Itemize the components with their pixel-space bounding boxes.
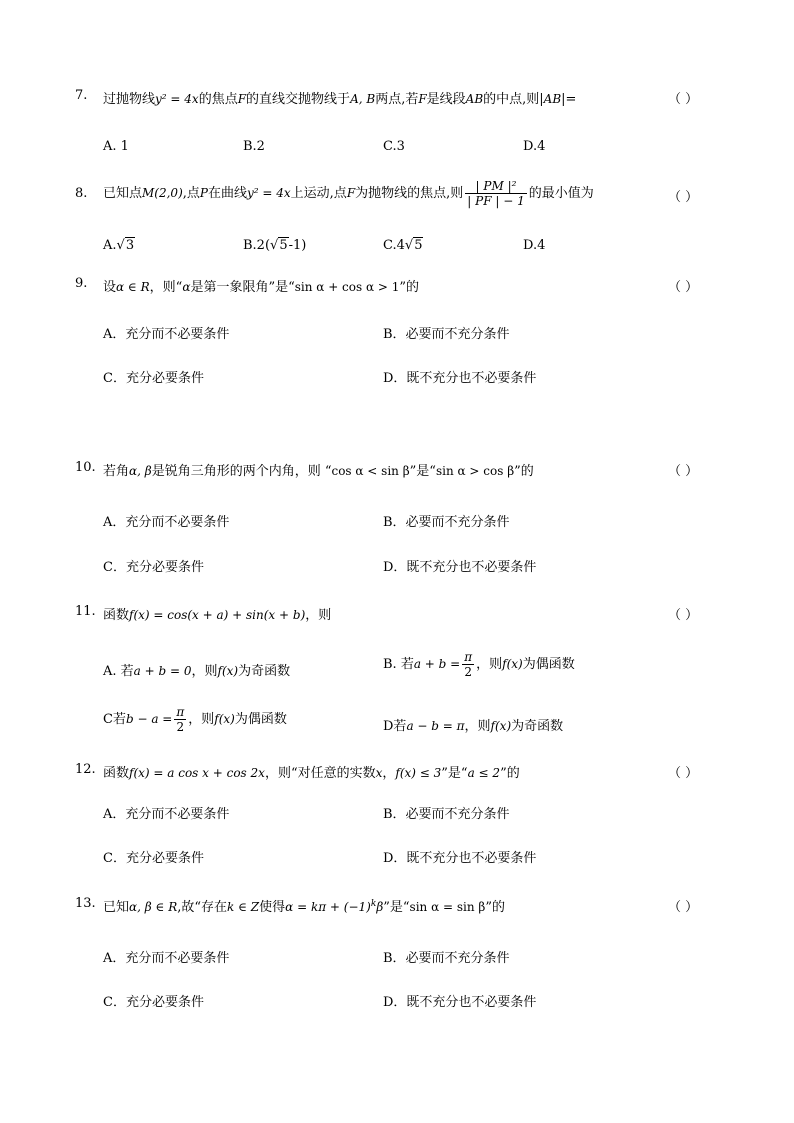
stem-text: ”的: [514, 464, 534, 479]
option-d: D．既不充分也不必要条件: [383, 560, 537, 575]
answer-bracket: （ ）: [668, 464, 699, 479]
option-c: C．充分必要条件: [103, 851, 204, 866]
stem-math: α: [182, 280, 191, 294]
question-number: 8.: [75, 186, 88, 201]
stem-text: 为抛物线的焦点,则: [355, 186, 464, 201]
stem-math: f(x) ≤ 3: [395, 766, 442, 780]
stem-math: sin α = sin β: [409, 900, 486, 914]
option-b: B．必要而不充分条件: [383, 807, 510, 822]
stem-text: ，则“: [149, 280, 183, 295]
fraction-denominator: 2: [176, 720, 185, 734]
question-number: 7.: [75, 88, 88, 103]
fraction: [465, 179, 526, 208]
stem-text: ”是“: [383, 900, 410, 915]
stem-text: 函数: [103, 608, 130, 623]
question-number: 11.: [75, 604, 96, 619]
question-number: 10.: [75, 460, 96, 475]
option-a: A．充分而不必要条件: [103, 807, 230, 822]
stem-math: y² = 4x: [155, 92, 199, 106]
stem-math: F: [346, 186, 356, 200]
option-text: ，则: [191, 664, 218, 679]
fraction: [174, 705, 186, 734]
stem-text: 已知点: [103, 186, 143, 201]
option-b: B．必要而不充分条件: [383, 327, 510, 342]
option-label: D若: [383, 719, 407, 734]
option-label: A. 若: [103, 664, 134, 679]
option-math: f(x): [502, 657, 523, 671]
option-text: -1): [288, 238, 307, 253]
option-text: 为奇函数: [511, 719, 564, 734]
option-d: D．既不充分也不必要条件: [383, 371, 537, 386]
stem-math: sin α + cos α > 1: [294, 280, 400, 294]
option-d: [383, 715, 563, 734]
option-d: D．既不充分也不必要条件: [383, 851, 537, 866]
stem-text: 是第一象限角”是“: [190, 280, 295, 295]
stem-text: 已知: [103, 900, 130, 915]
fraction-numerator: π: [176, 705, 185, 719]
stem-math: f(x) = a cos x + cos 2x: [129, 766, 265, 780]
stem-text: 的最小值为: [528, 186, 594, 201]
option-text: ，则: [476, 657, 503, 672]
stem-text: ”是“: [409, 464, 436, 479]
stem-text: ，: [382, 766, 396, 781]
answer-bracket: （ ）: [668, 900, 699, 915]
stem-math: M(2,0): [142, 186, 183, 200]
radicand: 5: [414, 238, 423, 253]
option-c: C．充分必要条件: [103, 995, 204, 1010]
question-stem: [103, 460, 534, 479]
option-a: A. 1: [103, 139, 129, 154]
stem-text: 函数: [103, 766, 130, 781]
radicand: 5: [279, 238, 288, 253]
option-text: ，则: [464, 719, 491, 734]
stem-math: α, β: [129, 464, 152, 478]
stem-text: 的直线交抛物线于: [246, 92, 351, 107]
option-text: 为偶函数: [234, 712, 287, 727]
sqrt-symbol: √5: [404, 238, 423, 253]
option-text: 为奇函数: [238, 664, 291, 679]
fraction: [462, 650, 474, 679]
stem-math: x: [375, 766, 383, 780]
option-a: A．充分而不必要条件: [103, 515, 230, 530]
stem-math: F: [237, 92, 247, 106]
fraction-denominator: 2: [464, 665, 472, 679]
stem-text: ,点: [182, 186, 200, 201]
stem-text: 两点,若: [375, 92, 419, 107]
option-b: [383, 650, 575, 679]
stem-text: 是锐角三角形的两个内角，则 “: [151, 464, 332, 479]
radicand: 3: [125, 238, 135, 253]
stem-math: α ∈ R: [116, 280, 150, 294]
stem-text: 的中点,则|: [483, 92, 544, 107]
question-number: 9.: [75, 276, 88, 291]
option-c: C.3: [383, 139, 405, 154]
stem-math: AB: [543, 92, 562, 106]
option-label: B. 若: [383, 657, 414, 672]
stem-text: 过抛物线: [103, 92, 156, 107]
answer-bracket: （ ）: [668, 608, 699, 623]
option-math: b − a =: [125, 712, 173, 726]
stem-math: sin α > cos β: [435, 464, 515, 478]
stem-math: cos α < sin β: [331, 464, 410, 478]
question-stem: [103, 604, 331, 623]
option-d: D.4: [523, 139, 546, 154]
sqrt-symbol: √3: [116, 238, 135, 253]
option-math: a − b = π: [406, 719, 465, 733]
option-label: B.2(: [243, 238, 271, 253]
stem-text: ，则“对任意的实数: [264, 766, 376, 781]
stem-math: P: [199, 186, 208, 200]
stem-text: ”的: [485, 900, 506, 915]
option-math: f(x): [217, 664, 239, 678]
option-b: B.2: [243, 139, 265, 154]
stem-math: f(x) = cos(x + a) + sin(x + b): [129, 608, 306, 622]
option-c: [103, 705, 287, 734]
option-c: [383, 238, 423, 253]
option-c: C．充分必要条件: [103, 371, 204, 386]
stem-text: 设: [103, 280, 117, 295]
option-label: C.4: [383, 238, 405, 253]
option-a: [103, 238, 135, 253]
stem-math: F: [418, 92, 427, 106]
question-stem: [103, 762, 520, 781]
question-stem: [103, 179, 594, 208]
stem-text: ，则: [305, 608, 332, 623]
stem-text: 使得: [259, 900, 286, 915]
question-stem: [103, 88, 576, 107]
option-text: ，则: [188, 712, 215, 727]
stem-math: y² = 4x: [246, 186, 291, 200]
fraction-denominator: | PF | − 1: [467, 194, 525, 208]
option-a: A．充分而不必要条件: [103, 327, 230, 342]
option-math: a + b = 0: [133, 664, 192, 678]
stem-text: ”的: [399, 280, 420, 295]
stem-math: a ≤ 2: [467, 766, 501, 780]
stem-math: α, β ∈ R: [129, 900, 178, 914]
fraction-numerator: π: [464, 650, 473, 664]
stem-text: 在曲线: [207, 186, 247, 201]
stem-math: α = kπ + (−1): [285, 900, 371, 914]
option-a: A．充分而不必要条件: [103, 951, 230, 966]
stem-text: 上运动,点: [290, 186, 347, 201]
question-stem: [103, 896, 505, 915]
stem-text: |=: [561, 92, 577, 107]
question-number: 12.: [75, 762, 96, 777]
stem-text: 的焦点: [198, 92, 238, 107]
question-number: 13.: [75, 896, 96, 911]
stem-math: AB: [465, 92, 484, 106]
option-d: D．既不充分也不必要条件: [383, 995, 537, 1010]
option-d: D.4: [523, 238, 546, 253]
sqrt-symbol: √5: [270, 238, 288, 253]
option-a: [103, 660, 290, 679]
answer-bracket: （ ）: [668, 766, 699, 781]
option-c: C．充分必要条件: [103, 560, 204, 575]
option-math: a + b =: [413, 657, 461, 671]
answer-bracket: （ ）: [668, 190, 699, 205]
stem-math-superscript: k: [370, 899, 377, 909]
option-text: 为偶函数: [522, 657, 575, 672]
option-label: A.: [103, 238, 117, 253]
option-label: C若: [103, 712, 126, 727]
option-b: B．必要而不充分条件: [383, 515, 510, 530]
answer-bracket: （ ）: [668, 92, 699, 107]
stem-text: ,故“存在: [177, 900, 228, 915]
stem-text: 是线段: [426, 92, 466, 107]
stem-text: ”的: [500, 766, 520, 781]
fraction-numerator: | PM |²: [465, 179, 526, 194]
option-math: f(x): [490, 719, 512, 733]
stem-math: A, B: [350, 92, 376, 106]
stem-text: ”是“: [441, 766, 468, 781]
stem-text: 若角: [103, 464, 130, 479]
option-b: [243, 238, 306, 253]
question-stem: [103, 276, 419, 295]
stem-math: β: [376, 900, 384, 914]
stem-math: k ∈ Z: [227, 900, 260, 914]
option-b: B．必要而不充分条件: [383, 951, 510, 966]
answer-bracket: （ ）: [668, 280, 699, 295]
option-math: f(x): [214, 712, 235, 726]
